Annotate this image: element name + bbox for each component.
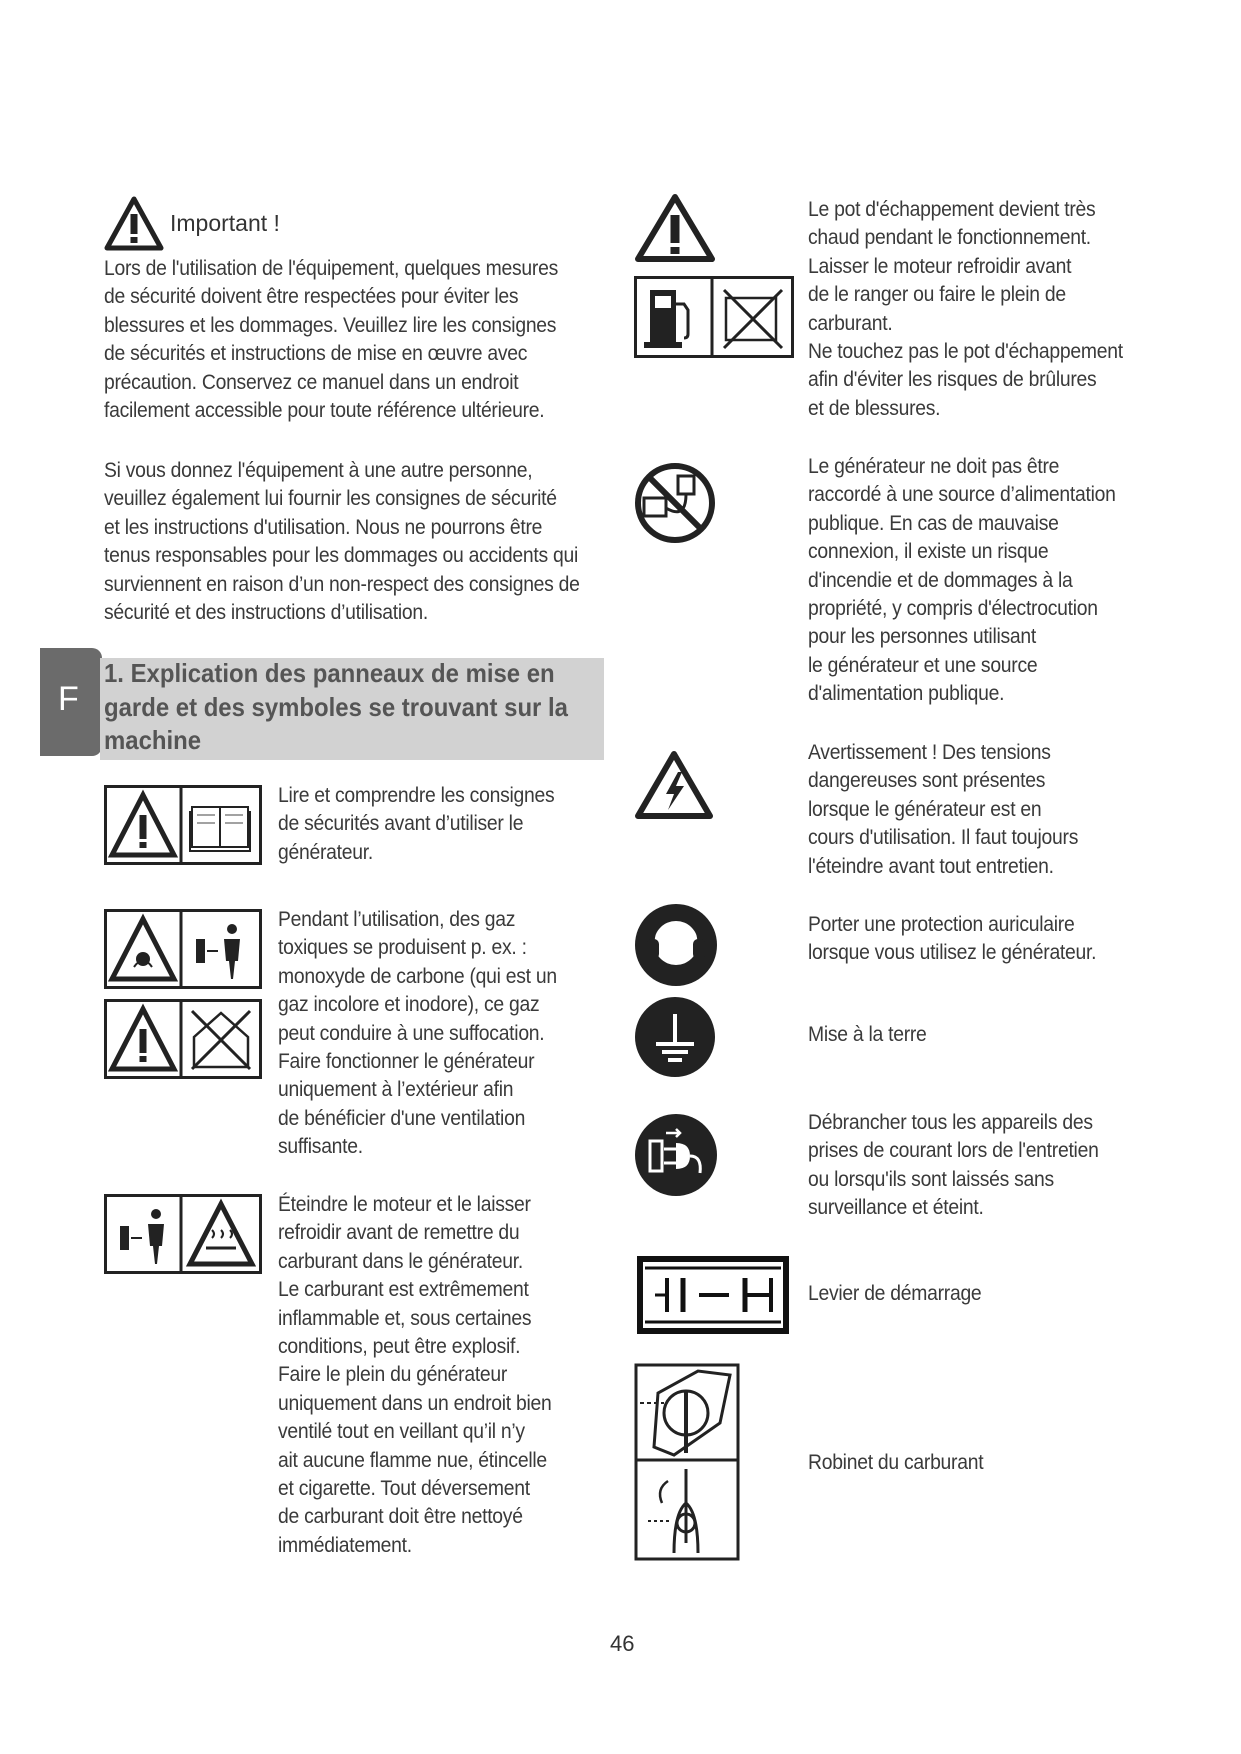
section-heading: 1. Explication des panneaux de mise en garde et des symboles se trouvant sur la machine xyxy=(104,658,568,755)
unplug-icon xyxy=(634,1113,718,1197)
symbol-text-start-lever: Levier de démarrage xyxy=(808,1281,982,1305)
engine-off-hot-surface-icon xyxy=(104,1194,262,1274)
no-public-grid-icon xyxy=(634,462,716,544)
electric-shock-warning-icon xyxy=(634,750,714,820)
symbol-text-read-manual: Lire et comprendre les consignes de sécurités avant d’utiliser le générateur. xyxy=(278,783,555,864)
toxic-gas-icon xyxy=(104,909,262,989)
symbol-text-fuel-valve: Robinet du carburant xyxy=(808,1450,984,1474)
important-paragraph-1: Lors de l'utilisation de l'équipement, quelques mesures de sécurité doivent être respectées pour éviter les blessures et les dommages. Veuillez lire les consignes de sécurités et instructions de mise en œuvre avec précaution. Conservez ce manuel dans un endroit facilement accessible pour toute référence ultérieure. xyxy=(104,256,558,423)
symbol-text-hot-exhaust: Le pot d'échappement devient très chaud pendant le fonctionnement. Laisser le moteur refroidir avant de le ranger ou faire le plein de carburant. Ne touchez pas le pot d'échappement afin d'éviter les risques de brûlures et de blessures. xyxy=(808,197,1123,420)
symbol-text-unplug: Débrancher tous les appareils des prises de courant lors de l'entretien ou lorsqu'ils sont laissés sans surveillance et éteint. xyxy=(808,1110,1099,1220)
symbol-text-engine-off: Éteindre le moteur et le laisser refroidir avant de remettre du carburant dans le générateur. Le carburant est extrêmement inflammable et, sous certaines conditions, peut être explosif. Faire le plein du générateur uniquement dans un endroit bien ventilé tout en veillant qu’il n’y ait aucune flamme nue, étincelle et cigarette. Tout déversement de carburant doit être nettoyé immédiatement. xyxy=(278,1192,552,1557)
warning-icon xyxy=(634,193,716,263)
ear-protection-icon xyxy=(634,903,718,987)
fuel-valve-icon xyxy=(634,1363,740,1561)
symbol-text-ear-protection: Porter une protection auriculaire lorsque vous utilisez le générateur. xyxy=(808,912,1097,965)
symbol-text-toxic-gas: Pendant l’utilisation, des gaz toxiques se produisent p. ex. : monoxyde de carbone (qui est un gaz incolore et inodore), ce gaz peut conduire à une suffocation. Faire fonctionner le générateur uniquement à l’extérieur afin de bénéficier d'une ventilation suffisante. xyxy=(278,907,557,1159)
fuel-pump-hot-exhaust-icon xyxy=(634,276,794,358)
warning-icon xyxy=(104,196,164,251)
important-paragraph-2: Si vous donnez l'équipement à une autre personne, veuillez également lui fournir les consignes de sécurité et les instructions d'utilisation. Nous ne pourrons être tenus responsables pour les dommages ou accidents qui surviennent en raison d’un non-respect des consignes de sécurité et des instructions d’utilisation. xyxy=(104,458,580,625)
symbol-text-dangerous-voltage: Avertissement ! Des tensions dangereuses sont présentes lorsque le générateur est en cours d'utilisation. Il faut toujours l'éteindre avant tout entretien. xyxy=(808,740,1079,878)
page-number: 46 xyxy=(610,1631,635,1656)
symbol-text-no-public-grid: Le générateur ne doit pas être raccordé à une source d’alimentation publique. En cas de mauvaise connexion, il existe un risque d'incendie et de dommages à la propriété, y compris d'électrocution pour les personnes utilisant le générateur et une source d'alimentation publique. xyxy=(808,454,1116,706)
read-manual-icon xyxy=(104,785,262,865)
start-lever-icon xyxy=(637,1256,789,1334)
symbol-text-ground: Mise à la terre xyxy=(808,1022,927,1046)
no-indoor-use-icon xyxy=(104,999,262,1079)
language-tab-letter: F xyxy=(58,680,79,718)
important-title: Important ! xyxy=(170,210,280,236)
ground-icon xyxy=(634,996,716,1078)
